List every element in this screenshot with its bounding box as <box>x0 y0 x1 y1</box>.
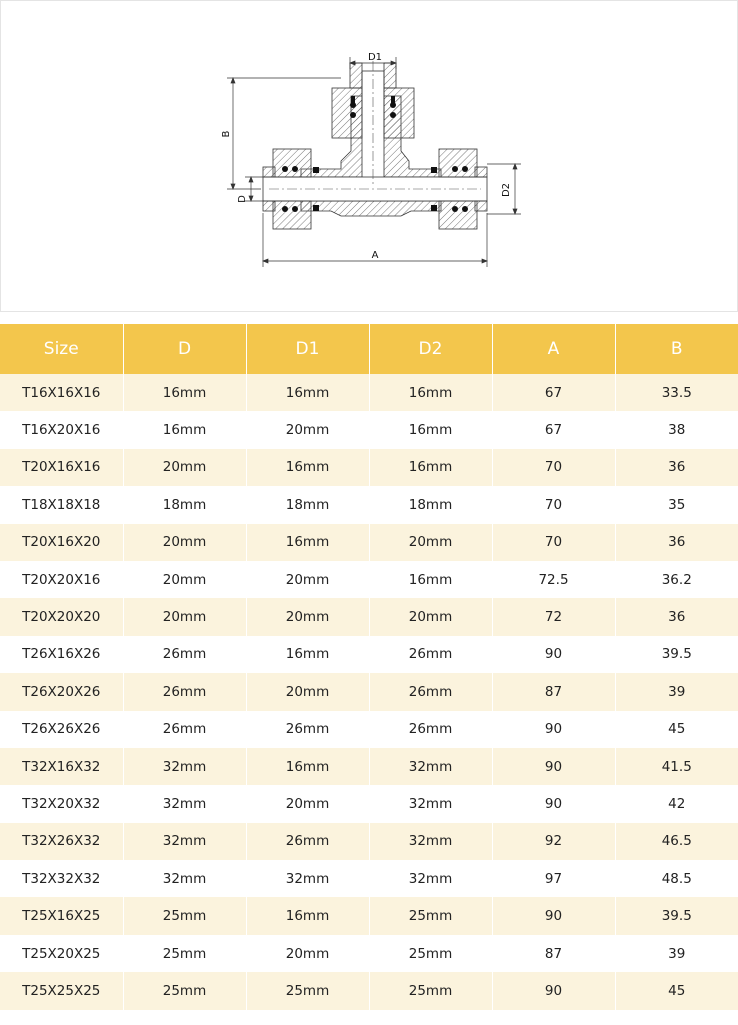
oring <box>282 206 288 212</box>
cell-size: T20X16X20 <box>0 524 123 561</box>
cell-d: 20mm <box>123 449 246 486</box>
cell-size: T16X16X16 <box>0 374 123 411</box>
oring <box>452 166 458 172</box>
cell-size: T32X20X32 <box>0 785 123 822</box>
oring <box>390 112 396 118</box>
cell-b: 48.5 <box>615 860 738 897</box>
table-row <box>0 524 738 561</box>
seal <box>431 167 437 173</box>
seal <box>313 205 319 211</box>
cell-d: 26mm <box>123 711 246 748</box>
cell-a: 70 <box>492 486 615 523</box>
cell-a: 97 <box>492 860 615 897</box>
cell-a: 90 <box>492 972 615 1009</box>
cell-d: 32mm <box>123 823 246 860</box>
oring <box>462 206 468 212</box>
cell-b: 35 <box>615 486 738 523</box>
cell-d1: 20mm <box>246 785 369 822</box>
left-insert-upper <box>263 167 275 177</box>
table-row <box>0 897 738 934</box>
cell-d1: 16mm <box>246 374 369 411</box>
cell-d: 32mm <box>123 860 246 897</box>
cell-d1: 16mm <box>246 748 369 785</box>
cell-d: 25mm <box>123 897 246 934</box>
table-row <box>0 860 738 897</box>
cell-d2: 25mm <box>369 972 492 1009</box>
cell-b: 38 <box>615 411 738 448</box>
cell-a: 67 <box>492 411 615 448</box>
left-nut-lower <box>273 201 311 229</box>
cell-a: 70 <box>492 524 615 561</box>
right-insert-upper <box>475 167 487 177</box>
cell-d2: 32mm <box>369 785 492 822</box>
cell-size: T25X20X25 <box>0 935 123 972</box>
cell-d2: 25mm <box>369 897 492 934</box>
table-row <box>0 823 738 860</box>
oring <box>292 166 298 172</box>
cell-d1: 16mm <box>246 524 369 561</box>
cell-d2: 26mm <box>369 711 492 748</box>
cell-d: 20mm <box>123 598 246 635</box>
cell-d2: 20mm <box>369 598 492 635</box>
cell-b: 41.5 <box>615 748 738 785</box>
cell-a: 92 <box>492 823 615 860</box>
table-row <box>0 486 738 523</box>
header-a: A <box>492 324 615 374</box>
seal <box>391 96 395 105</box>
top-nut-right <box>384 88 414 138</box>
table-row <box>0 411 738 448</box>
cell-d2: 16mm <box>369 411 492 448</box>
cell-d1: 16mm <box>246 449 369 486</box>
cell-d1: 26mm <box>246 823 369 860</box>
cell-b: 36 <box>615 524 738 561</box>
cell-d1: 18mm <box>246 486 369 523</box>
cell-d1: 16mm <box>246 897 369 934</box>
header-d2: D2 <box>369 324 492 374</box>
oring <box>292 206 298 212</box>
cell-b: 39.5 <box>615 897 738 934</box>
cell-a: 67 <box>492 374 615 411</box>
cell-a: 70 <box>492 449 615 486</box>
d1-label: D1 <box>367 52 383 63</box>
table-row <box>0 449 738 486</box>
oring <box>462 166 468 172</box>
table-row <box>0 711 738 748</box>
cell-b: 36 <box>615 598 738 635</box>
cell-d1: 26mm <box>246 711 369 748</box>
cell-b: 39 <box>615 673 738 710</box>
cell-d: 20mm <box>123 524 246 561</box>
cell-d2: 18mm <box>369 486 492 523</box>
cell-size: T18X18X18 <box>0 486 123 523</box>
seal <box>351 96 355 105</box>
table-row <box>0 972 738 1009</box>
cell-size: T32X32X32 <box>0 860 123 897</box>
cell-d: 26mm <box>123 636 246 673</box>
cell-d: 18mm <box>123 486 246 523</box>
cell-b: 36 <box>615 449 738 486</box>
top-insert-left <box>350 63 362 88</box>
table-header-row <box>0 324 738 374</box>
cell-d2: 25mm <box>369 935 492 972</box>
cell-a: 90 <box>492 711 615 748</box>
cell-a: 72 <box>492 598 615 635</box>
cell-d2: 32mm <box>369 860 492 897</box>
header-b: B <box>615 324 738 374</box>
cell-d1: 20mm <box>246 673 369 710</box>
table-row <box>0 374 738 411</box>
cell-a: 90 <box>492 748 615 785</box>
seal <box>313 167 319 173</box>
cell-a: 90 <box>492 636 615 673</box>
cell-b: 39 <box>615 935 738 972</box>
cell-d1: 20mm <box>246 935 369 972</box>
spec-table-body <box>0 374 738 1010</box>
right-nut-upper <box>439 149 477 177</box>
right-insert-lower <box>475 201 487 211</box>
body-lower-wall <box>301 201 441 216</box>
left-insert-lower <box>263 201 275 211</box>
cell-d1: 25mm <box>246 972 369 1009</box>
cell-d: 32mm <box>123 748 246 785</box>
cell-d2: 16mm <box>369 561 492 598</box>
b-label: B <box>221 130 232 138</box>
cell-b: 39.5 <box>615 636 738 673</box>
cell-d2: 26mm <box>369 673 492 710</box>
tee-fitting-section-drawing <box>1 1 737 311</box>
cell-size: T20X20X20 <box>0 598 123 635</box>
cell-b: 45 <box>615 972 738 1009</box>
cell-size: T25X25X25 <box>0 972 123 1009</box>
top-nut-left <box>332 88 362 138</box>
cell-b: 45 <box>615 711 738 748</box>
seal <box>431 205 437 211</box>
cell-d: 25mm <box>123 935 246 972</box>
oring <box>282 166 288 172</box>
header-size: Size <box>0 324 123 374</box>
cell-d: 16mm <box>123 374 246 411</box>
cell-size: T20X16X16 <box>0 449 123 486</box>
table-row <box>0 785 738 822</box>
table-row <box>0 748 738 785</box>
left-nut-upper <box>273 149 311 177</box>
cell-a: 87 <box>492 673 615 710</box>
cell-d1: 20mm <box>246 411 369 448</box>
header-d1: D1 <box>246 324 369 374</box>
cell-d2: 32mm <box>369 823 492 860</box>
d2-label: D2 <box>501 182 512 198</box>
cell-d2: 26mm <box>369 636 492 673</box>
cell-size: T16X20X16 <box>0 411 123 448</box>
cell-d2: 32mm <box>369 748 492 785</box>
cell-size: T20X20X16 <box>0 561 123 598</box>
table-row <box>0 935 738 972</box>
cell-d: 16mm <box>123 411 246 448</box>
table-row <box>0 598 738 635</box>
cell-b: 33.5 <box>615 374 738 411</box>
cell-b: 36.2 <box>615 561 738 598</box>
cell-b: 46.5 <box>615 823 738 860</box>
d-label: D <box>237 195 248 203</box>
cell-size: T32X16X32 <box>0 748 123 785</box>
cell-a: 87 <box>492 935 615 972</box>
cell-size: T26X16X26 <box>0 636 123 673</box>
a-label: A <box>371 250 379 261</box>
top-insert-right <box>384 63 396 88</box>
cell-a: 72.5 <box>492 561 615 598</box>
tee-fitting-drawing-panel <box>0 0 738 312</box>
cell-a: 90 <box>492 785 615 822</box>
cell-size: T26X26X26 <box>0 711 123 748</box>
header-d: D <box>123 324 246 374</box>
oring <box>350 112 356 118</box>
table-row <box>0 673 738 710</box>
cell-size: T25X16X25 <box>0 897 123 934</box>
cell-d1: 16mm <box>246 636 369 673</box>
cell-d: 26mm <box>123 673 246 710</box>
table-row <box>0 636 738 673</box>
cell-d: 32mm <box>123 785 246 822</box>
cell-d2: 16mm <box>369 374 492 411</box>
spec-table <box>0 324 738 1010</box>
table-row <box>0 561 738 598</box>
cell-d2: 20mm <box>369 524 492 561</box>
cell-b: 42 <box>615 785 738 822</box>
cell-d: 25mm <box>123 972 246 1009</box>
cell-d2: 16mm <box>369 449 492 486</box>
cell-d: 20mm <box>123 561 246 598</box>
oring <box>452 206 458 212</box>
cell-size: T26X20X26 <box>0 673 123 710</box>
cell-d1: 32mm <box>246 860 369 897</box>
right-nut-lower <box>439 201 477 229</box>
cell-d1: 20mm <box>246 598 369 635</box>
cell-a: 90 <box>492 897 615 934</box>
cell-d1: 20mm <box>246 561 369 598</box>
cell-size: T32X26X32 <box>0 823 123 860</box>
